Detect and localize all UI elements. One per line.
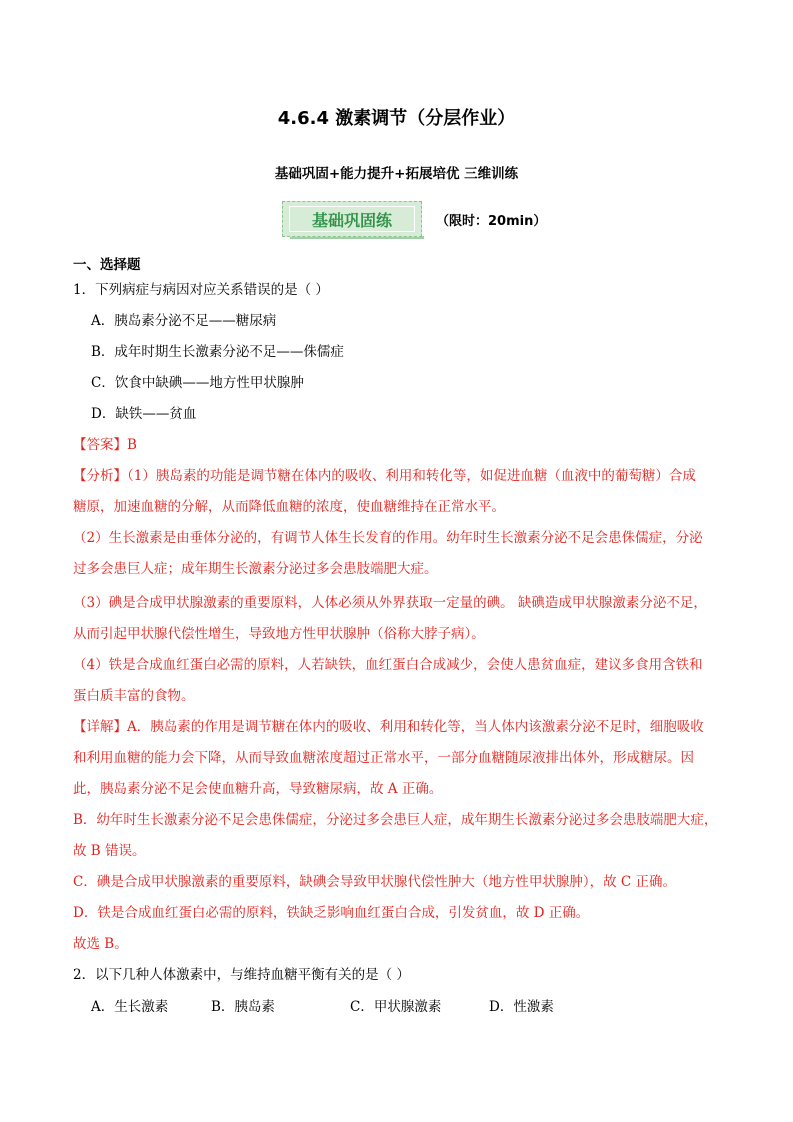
- analysis-line: 糖原，加速血糖的分解，从而降低血糖的浓度，使血糖维持在正常水平。: [73, 499, 505, 515]
- question-1-option-d: D．缺铁——贫血: [91, 406, 197, 422]
- section-heading: 一、选择题: [73, 257, 141, 273]
- badge-inner-border: [289, 206, 415, 232]
- analysis-line: 从而引起甲状腺代偿性增生，导致地方性甲状腺肿（俗称大脖子病）。: [73, 626, 485, 642]
- question-1-conclusion: 故选 B。: [73, 936, 128, 952]
- question-2-option-c: C．甲状腺激素: [350, 999, 442, 1015]
- detail-line: C．碘是合成甲状腺激素的重要原料，缺碘会导致甲状腺代偿性肿大（地方性甲状腺肿），故 C 正确。: [73, 874, 676, 890]
- question-1-option-b: B．成年时期生长激素分泌不足——侏儒症: [91, 344, 344, 360]
- analysis-line: 【分析】（1）胰岛素的功能是调节糖在体内的吸收、利用和转化等，如促进血糖（血液中的葡萄糖）合成: [73, 468, 696, 484]
- analysis-line: （2）生长激素是由垂体分泌的，有调节人体生长发育的作用。幼年时生长激素分泌不足会患侏儒症，分泌: [73, 530, 703, 546]
- analysis-line: （4）铁是合成血红蛋白必需的原料，人若缺铁，血红蛋白合成减少，会使人患贫血症，建议多食用含铁和: [73, 657, 703, 673]
- section-badge: [282, 201, 422, 237]
- question-2-stem: 2．以下几种人体激素中，与维持血糖平衡有关的是（ ）: [73, 967, 410, 983]
- detail-line: 和利用血糖的能力会下降，从而导致血糖浓度超过正常水平，一部分血糖随尿液排出体外，形成糖尿。因: [73, 750, 694, 766]
- analysis-line: 过多会患巨人症；成年期生长激素分泌过多会患肢端肥大症。: [73, 561, 438, 577]
- question-1-stem: 1．下列病症与病因对应关系错误的是（ ）: [73, 282, 329, 298]
- question-2-option-b: B．胰岛素: [211, 999, 275, 1015]
- detail-line: B．幼年时生长激素分泌不足会患侏儒症，分泌过多会患巨人症，成年期生长激素分泌过多会患肢端肥大症，: [73, 812, 718, 828]
- analysis-line: （3）碘是合成甲状腺激素的重要原料，人体必须从外界获取一定量的碘。 缺碘造成甲状腺激素分泌不足，: [73, 595, 707, 611]
- question-2-option-d: D．性激素: [489, 999, 554, 1015]
- page-title: 4.6.4 激素调节（分层作业）: [277, 108, 516, 129]
- question-1-answer: 【答案】B: [73, 437, 137, 453]
- question-1-option-c: C．饮食中缺碘——地方性甲状腺肿: [91, 375, 304, 391]
- page-subtitle: 基础巩固+能力提升+拓展培优 三维训练: [274, 166, 519, 182]
- time-limit: （限时：20min）: [436, 214, 547, 229]
- detail-line: 故 B 错误。: [73, 843, 146, 859]
- question-2-option-a: A．生长激素: [91, 999, 169, 1015]
- badge-label: 基础巩固练: [311, 210, 392, 230]
- analysis-line: 蛋白质丰富的食物。: [73, 688, 195, 704]
- detail-line: D．铁是合成血红蛋白必需的原料，铁缺乏影响血红蛋白合成，引发贫血，故 D 正确。: [73, 905, 590, 921]
- question-1-option-a: A．胰岛素分泌不足——糖尿病: [91, 313, 277, 329]
- detail-line: 【详解】A．胰岛素的作用是调节糖在体内的吸收、利用和转化等，当人体内该激素分泌不足时，细胞吸收: [73, 719, 704, 735]
- detail-line: 此，胰岛素分泌不足会使血糖升高，导致糖尿病，故 A 正确。: [73, 781, 443, 797]
